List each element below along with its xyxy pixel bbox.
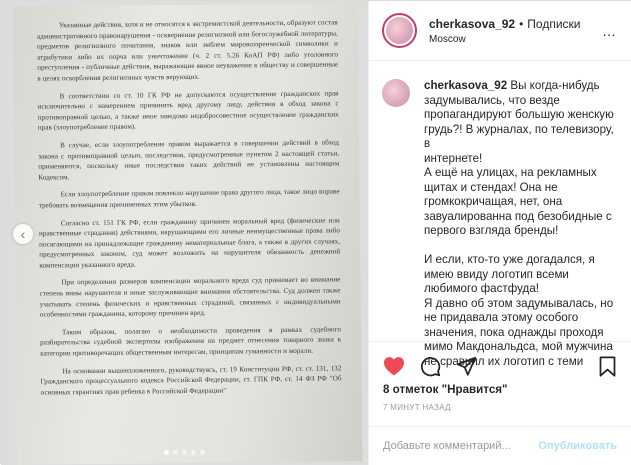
carousel-dot <box>164 450 169 455</box>
share-icon <box>456 356 477 377</box>
avatar[interactable] <box>382 13 417 48</box>
caption <box>382 79 622 368</box>
caption-line-text: Вы когда-нибудь <box>510 79 600 92</box>
likes-count[interactable]: 8 отметок "Нравится" <box>383 383 508 396</box>
post-timestamp[interactable]: 7 МИНУТ НАЗАД <box>383 403 451 412</box>
caption-line <box>424 239 622 254</box>
caption-line: Я давно об этом задумывалась, но <box>424 296 614 310</box>
carousel-dot <box>191 450 196 455</box>
caption-line <box>424 79 622 94</box>
caption-line: пропагандируют большую женскую <box>424 108 614 121</box>
document-sheet <box>13 3 363 465</box>
carousel-indicator <box>1 442 368 460</box>
document-paragraph: Таким образом, полагаю о необходимости проведения в рамках судебного разбирательства судебной экспертизы изображения на предмет отнесения товарного знака к категории противоречащих общественным интересам, принципам гуманности и морали. <box>40 325 342 358</box>
caption-line: задумывались, что везде <box>424 93 560 107</box>
carousel-dot <box>200 450 205 455</box>
caption-line: не придавала этому особого <box>424 311 579 324</box>
document-paragraph: На основании вышеизложенного, руководствуясь, ст. 19 Конституции РФ, ст. ст. 131, 132 Гражданского процессуального кодекса Российской Федерации, ст. ГПК РФ, ст. 14 ФЗ РФ "Об основных гарантиях прав ребенка в Российской Федерации" <box>40 364 342 397</box>
divider <box>369 341 631 342</box>
comment-bar <box>369 426 631 464</box>
caption-line: имею ввиду логотип всеми <box>424 267 569 281</box>
document-paragraph: При определении размеров компенсации морального вреда суд принимает во внимание степень вины нарушителя и иные заслуживающие внимания обстоятельства. Суд должен также учитывать степень физических и нравственных страданий, связанных с индивидуальными особенностями гражданина, которому причинен вред. <box>39 275 341 319</box>
comment-button[interactable] <box>420 356 441 377</box>
publish-button[interactable]: Опубликовать <box>538 439 617 452</box>
comment-icon <box>420 356 441 377</box>
caption-line: щитах и стендах! Она не <box>424 180 558 194</box>
action-bar <box>383 353 617 379</box>
header-text <box>429 17 580 45</box>
location-link[interactable]: Moscow <box>429 33 466 45</box>
caption-line: любимого фастфуда! <box>424 282 539 295</box>
document-paragraph: Указанные действия, хотя и не относятся к экстремистской деятельности, образуют состав административного правонарушения - осквернение религиозной или богослужебной литературы, предметов религиозного почитания, знаков или эмблем мировоззренческой символики и атрибутики либо их порча или уничтожение (ч. 2 ст. 5.26 КоАП РФ) либо уголовного преступления - публичные действия, выражающие явное неуважение к обществу и совершенные в целях оскорбления религиозных чувств верующих. <box>36 18 339 83</box>
caption-line: первого взгляда бренды! <box>424 224 559 237</box>
caption-line: грудь?! В журналах, по телевизору, в <box>424 122 614 150</box>
caption-line: не сравнил их логотип с теми <box>424 354 584 368</box>
caption-line: интернете! <box>424 151 483 165</box>
carousel-dot <box>182 450 187 455</box>
avatar-image <box>386 17 413 44</box>
header-row <box>429 17 580 31</box>
caption-line: громкокричащая, нет, она <box>424 195 563 208</box>
more-options-icon[interactable]: … <box>602 23 617 39</box>
caption-line: завуалированна под безобидные с <box>424 209 612 223</box>
following-button[interactable]: Подписки <box>527 16 581 31</box>
like-button[interactable] <box>383 356 405 376</box>
caption-line: И если, кто-то уже догадался, я <box>424 253 595 266</box>
post-photo[interactable] <box>1 1 368 465</box>
caption-avatar[interactable] <box>382 79 410 107</box>
bookmark-icon <box>598 356 617 377</box>
document-paragraph: Согласно ст. 151 ГК РФ, если гражданину причинен моральный вред (физические или нравственные страдания) действиями, нарушающими его личные неимущественные права либо посягающими на принадлежащие гражданину нематериальные блага, а также в других случаях, предусмотренных законом, суд может возложить на нарушителя обязанность денежной компенсации указанного вреда. <box>38 215 341 270</box>
document-paragraph: Если злоупотребление правом повлекло нарушение права другого лица, такое лицо вправе требовать возмещения причиненных этим убытков. <box>38 187 340 210</box>
caption-text <box>424 79 622 368</box>
save-button[interactable] <box>598 356 617 377</box>
caption-username[interactable]: cherkasova_92 <box>424 79 508 92</box>
caption-line: А ещё на улицах, на рекламных <box>424 166 597 179</box>
username-link[interactable]: cherkasova_92 <box>429 16 516 31</box>
comment-input[interactable] <box>383 440 538 452</box>
caption-line: значения, пока однажды проходя <box>424 325 604 339</box>
post-sidebar <box>368 1 631 465</box>
share-button[interactable] <box>456 356 477 377</box>
document-paragraph: В случае, если злоупотребление правом выражается в совершении действий в обход закона с противоправной целью, последствия, предусмотренные пунктом 2 настоящей статьи, применяются, поскольку иные последствия таких действий не установлены настоящим Кодексом. <box>38 138 340 182</box>
previous-photo-button[interactable]: ‹ <box>13 224 33 244</box>
caption-line: мимо Макдональдса, мой мужчина <box>424 340 613 353</box>
post-header <box>369 1 631 61</box>
carousel-dot <box>173 450 178 455</box>
header-separator: • <box>519 16 524 31</box>
document-paragraph: В соответствии со ст. 10 ГК РФ не допускаются осуществление гражданских прав исключительно с намерением причинить вред другому лицу, действия в обход закона с противоправной целью, а также иное заведомо недобросовестное осуществление гражданских прав (злоупотребление правом). <box>37 88 339 132</box>
heart-icon <box>383 356 405 376</box>
